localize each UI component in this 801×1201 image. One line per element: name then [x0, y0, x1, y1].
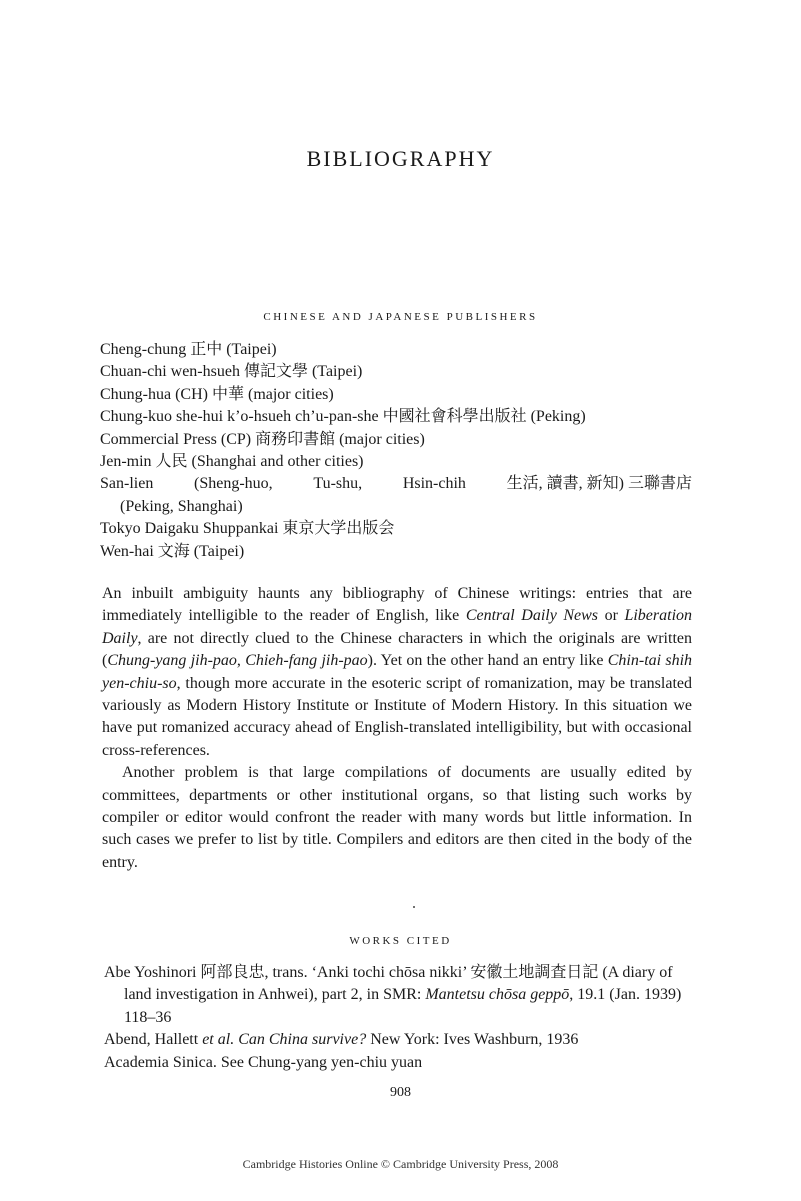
works-entry: Abend, Hallett et al. Can China survive? New York: Ives Washburn, 1936 — [104, 1031, 579, 1049]
publisher-entry-sanlien — [100, 473, 692, 495]
works-cited-list — [104, 962, 694, 1074]
page-title: BIBLIOGRAPHY — [306, 146, 495, 171]
publisher-entry: Tokyo Daigaku Shuppankai 東京大学出版会 — [100, 520, 395, 538]
sanlien-part: Hsin-chih — [402, 475, 466, 493]
publisher-entry: Cheng-chung 正中 (Taipei) — [100, 341, 277, 358]
publisher-entry: Commercial Press (CP) 商務印書館 (major cities) — [100, 430, 425, 448]
publishers-heading: CHINESE AND JAPANESE PUBLISHERS — [263, 311, 538, 323]
sanlien-part: (Sheng-huo, — [194, 475, 273, 493]
intro-paragraph-1: An inbuilt ambiguity haunts any bibliography of Chinese writings: entries that are immediately intelligible to the reader of English, like Central Daily News or Liberation Daily, are not directly clued to the Chinese characters in which the originals are written (Chung-yang jih-pao, Chieh-fang jih-pao). Yet on the other hand an entry like Chin-tai shih yen-chiu-so, though more accurate in the esoteric script of romanization, may be translated variously as Modern History Institute or Institute of Modern History. In this situation we have put romanized accuracy ahead of English-translated intelligibility, but with occasional cross-references. — [102, 585, 693, 759]
sanlien-part: San-lien — [100, 475, 154, 493]
publishers-list — [100, 339, 700, 563]
works-entry: Abe Yoshinori 阿部良忠, trans. ‘Anki tochi chōsa nikki’ 安徽土地調査日記 (A diary of land investigation in Anhwei), part 2, in SMR: Mantetsu chōsa geppō, 19.1 (Jan. 1939) 118–36 — [104, 964, 682, 1026]
stray-mark — [413, 906, 415, 908]
page-number: 908 — [390, 1085, 411, 1100]
works-heading: WORKS CITED — [349, 935, 452, 947]
publisher-entry: Chuan-chi wen-hsueh 傳記文學 (Taipei) — [100, 363, 363, 381]
publisher-entry: Jen-min 人民 (Shanghai and other cities) — [100, 453, 364, 471]
publisher-entry: Chung-hua (CH) 中華 (major cities) — [100, 385, 334, 403]
intro-paragraph-2: Another problem is that large compilations of documents are usually edited by committees, departments or other institutional organs, so that listing such works by compiler or editor would confront the reader with many words but little information. In such cases we prefer to list by title. Compilers and editors are then cited in the body of the entry. — [102, 764, 692, 871]
sanlien-part: 生活, 讀書, 新知) 三聯書店 — [506, 475, 692, 493]
publisher-entry-continuation: (Peking, Shanghai) — [120, 497, 243, 515]
sanlien-part: Tu-shu, — [313, 475, 363, 493]
intro-text — [102, 583, 692, 874]
publisher-entry: Wen-hai 文海 (Taipei) — [100, 542, 245, 560]
copyright-footer: Cambridge Histories Online © Cambridge University Press, 2008 — [242, 1157, 559, 1171]
publisher-entry: Chung-kuo she-hui k’o-hsueh ch’u-pan-she 中國社會科學出版社 (Peking) — [100, 408, 586, 426]
works-entry: Academia Sinica. See Chung-yang yen-chiu yuan — [104, 1053, 423, 1071]
